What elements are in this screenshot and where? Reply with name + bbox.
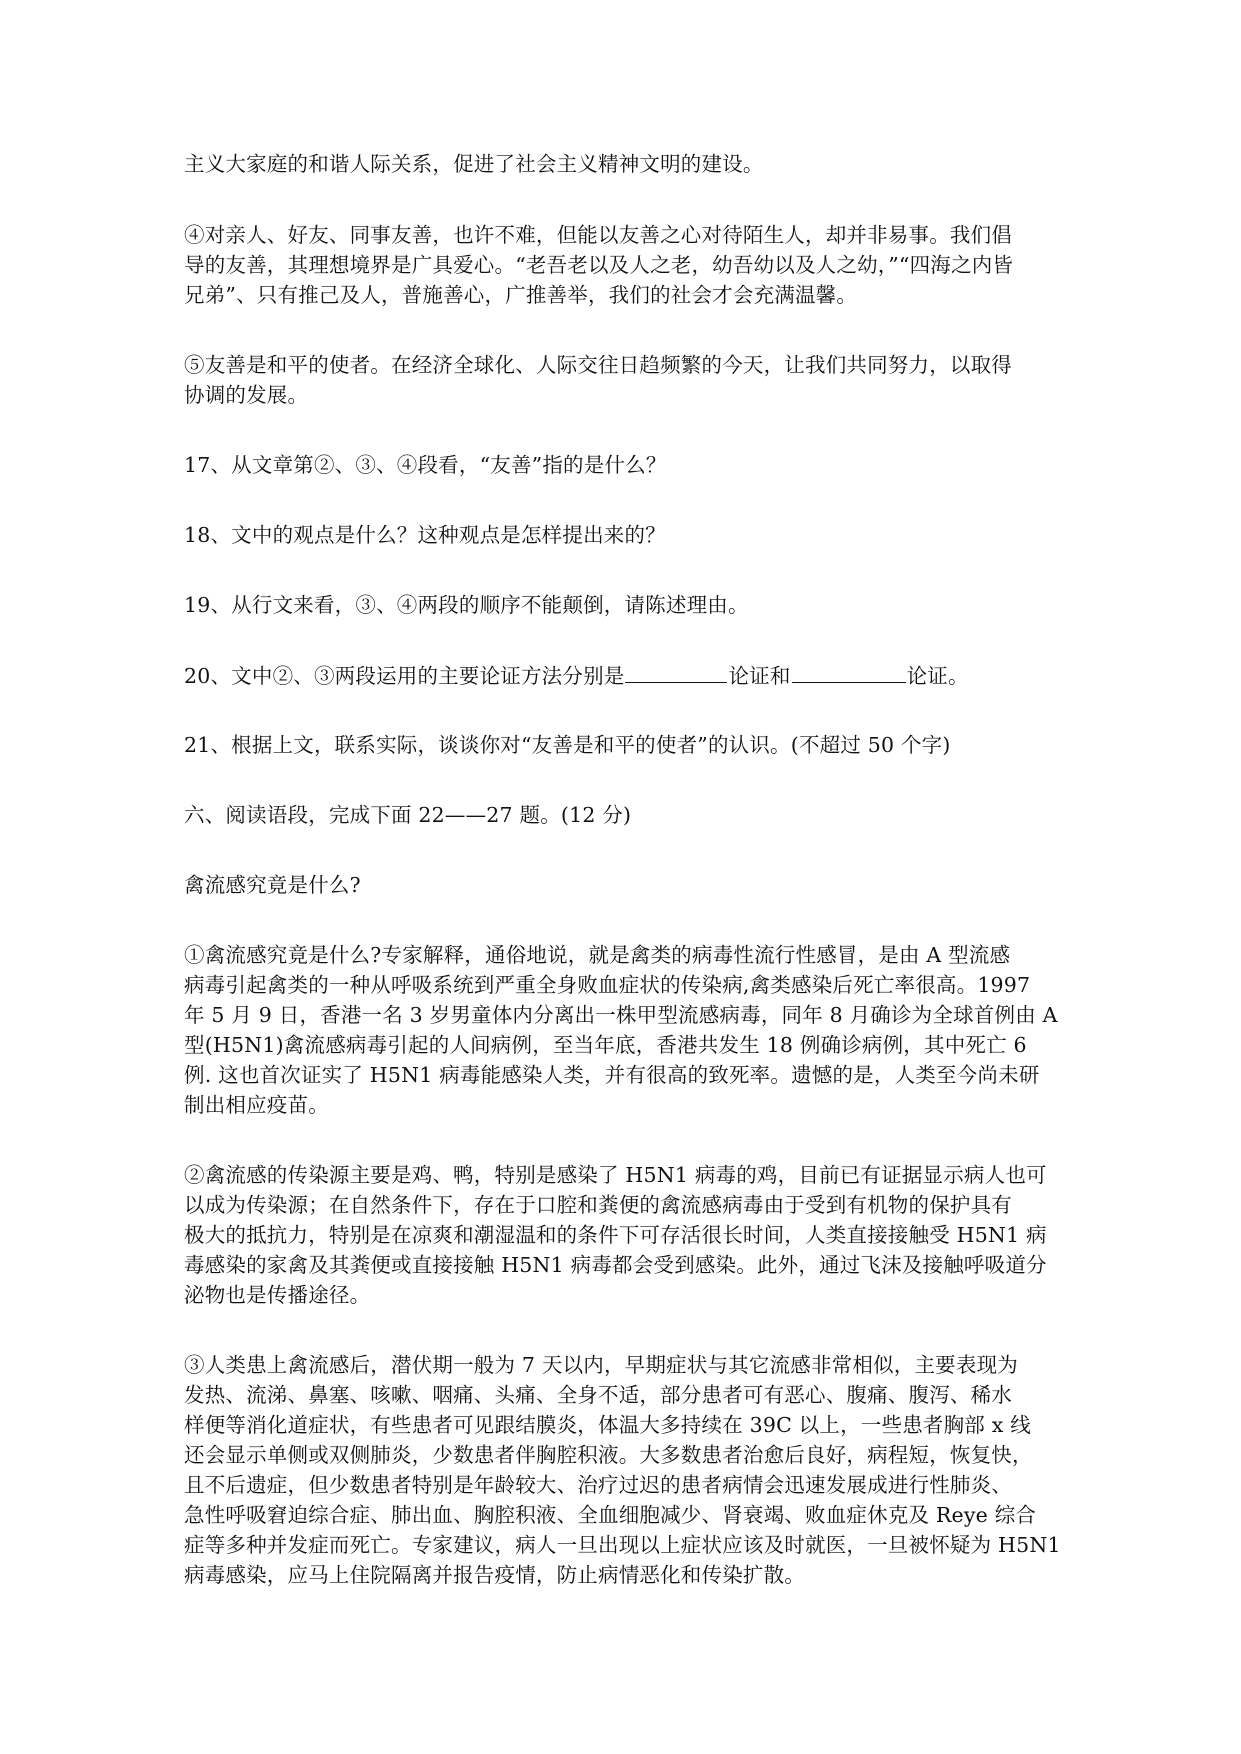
paragraph-4-line-2: 导的友善，其理想境界是广具爱心。“老吾老以及人之老，幼吾幼以及人之幼，”“四海之内皆 [184, 253, 1014, 277]
article-paragraph-3-line-3: 样便等消化道症状，有些患者可见跟结膜炎，体温大多持续在 39C 以上，一些患者胸部 x 线 [184, 1413, 1031, 1437]
article-paragraph-2-line-2: 以成为传染源；在自然条件下，存在于口腔和粪便的禽流感病毒由于受到有机物的保护具有 [184, 1193, 1012, 1217]
question-20-part-1: 20、文中②、③两段运用的主要论证方法分别是 [184, 664, 625, 688]
question-20-part-3: 论证。 [906, 664, 969, 688]
article-paragraph-2-line-3: 极大的抵抗力，特别是在凉爽和潮湿温和的条件下可存活很长时间，人类直接接触受 H5N1 病 [184, 1223, 1047, 1247]
article-paragraph-3-line-7: 症等多种并发症而死亡。专家建议，病人一旦出现以上症状应该及时就医，一旦被怀疑为 H5N1 [184, 1533, 1061, 1557]
article-paragraph-3-line-2: 发热、流涕、鼻塞、咳嗽、咽痛、头痛、全身不适，部分患者可有恶心、腹痛、腹泻、稀水 [184, 1383, 1012, 1407]
section-6-heading: 六、阅读语段，完成下面 22——27 题。(12 分) [184, 803, 632, 827]
article-paragraph-1-line-6: 制出相应疫苗。 [184, 1093, 329, 1117]
article-paragraph-1-line-5: 例. 这也首次证实了 H5N1 病毒能感染人类，并有很高的致死率。遗憾的是，人类至今尚未研 [184, 1063, 1040, 1087]
paragraph-4-line-1: ④对亲人、好友、同事友善，也许不难，但能以友善之心对待陌生人，却并非易事。我们倡 [184, 223, 1012, 247]
answer-blank-1[interactable] [625, 662, 727, 683]
article-paragraph-2-line-5: 泌物也是传播途径。 [184, 1283, 371, 1307]
article-paragraph-3-line-1: ③人类患上禽流感后，潜伏期一般为 7 天以内，早期症状与其它流感非常相似，主要表现为 [184, 1353, 1018, 1377]
question-19: 19、从行文来看，③、④两段的顺序不能颠倒，请陈述理由。 [184, 593, 749, 617]
paragraph-5-line-2: 协调的发展。 [184, 383, 309, 407]
article-paragraph-3-line-4: 还会显示单侧或双侧肺炎，少数患者伴胸腔积液。大多数患者治愈后良好，病程短，恢复快， [184, 1443, 1033, 1467]
paragraph-5-line-1: ⑤友善是和平的使者。在经济全球化、人际交往日趋频繁的今天，让我们共同努力，以取得 [184, 353, 1012, 377]
answer-blank-2[interactable] [792, 662, 906, 683]
article-paragraph-1-line-2: 病毒引起禽类的一种从呼吸系统到严重全身败血症状的传染病,禽类感染后死亡率很高。1997 [184, 973, 1031, 997]
article-title: 禽流感究竟是什么? [184, 873, 361, 897]
article-paragraph-1-line-1: ①禽流感究竟是什么?专家解释，通俗地说，就是禽类的病毒性流行性感冒，是由 A 型流感 [184, 943, 1011, 967]
paragraph-4-line-3: 兄弟”、只有推己及人，普施善心，广推善举，我们的社会才会充满温馨。 [184, 283, 858, 307]
article-paragraph-1-line-4: 型(H5N1)禽流感病毒引起的人间病例，至当年底，香港共发生 18 例确诊病例，其中死亡 6 [184, 1033, 1027, 1057]
article-paragraph-3-line-8: 病毒感染，应马上住院隔离并报告疫情，防止病情恶化和传染扩散。 [184, 1563, 805, 1587]
question-21: 21、根据上文，联系实际，谈谈你对“友善是和平的使者”的认识。(不超过 50 个字) [184, 733, 951, 757]
question-18: 18、文中的观点是什么？这种观点是怎样提出来的？ [184, 523, 666, 547]
article-paragraph-1-line-3: 年 5 月 9 日，香港一名 3 岁男童体内分离出一株甲型流感病毒，同年 8 月确诊为全球首例由 A [184, 1003, 1058, 1027]
question-17: 17、从文章第②、③、④段看，“友善”指的是什么？ [184, 453, 667, 477]
article-paragraph-2-line-1: ②禽流感的传染源主要是鸡、鸭，特别是感染了 H5N1 病毒的鸡，目前已有证据显示病人也可 [184, 1163, 1047, 1187]
article-paragraph-3-line-6: 急性呼吸窘迫综合症、肺出血、胸腔积液、全血细胞减少、肾衰竭、败血症休克及 Reye 综合 [184, 1503, 1037, 1527]
article-paragraph-2-line-4: 毒感染的家禽及其粪便或直接接触 H5N1 病毒都会受到感染。此外，通过飞沫及接触呼吸道分 [184, 1253, 1047, 1277]
paragraph-intro-end: 主义大家庭的和谐人际关系，促进了社会主义精神文明的建设。 [184, 152, 764, 176]
question-20 [184, 662, 969, 689]
article-paragraph-3-line-5: 且不后遗症，但少数患者特别是年龄较大、治疗过迟的患者病情会迅速发展成进行性肺炎、 [184, 1473, 1012, 1497]
question-20-part-2: 论证和 [728, 664, 791, 688]
